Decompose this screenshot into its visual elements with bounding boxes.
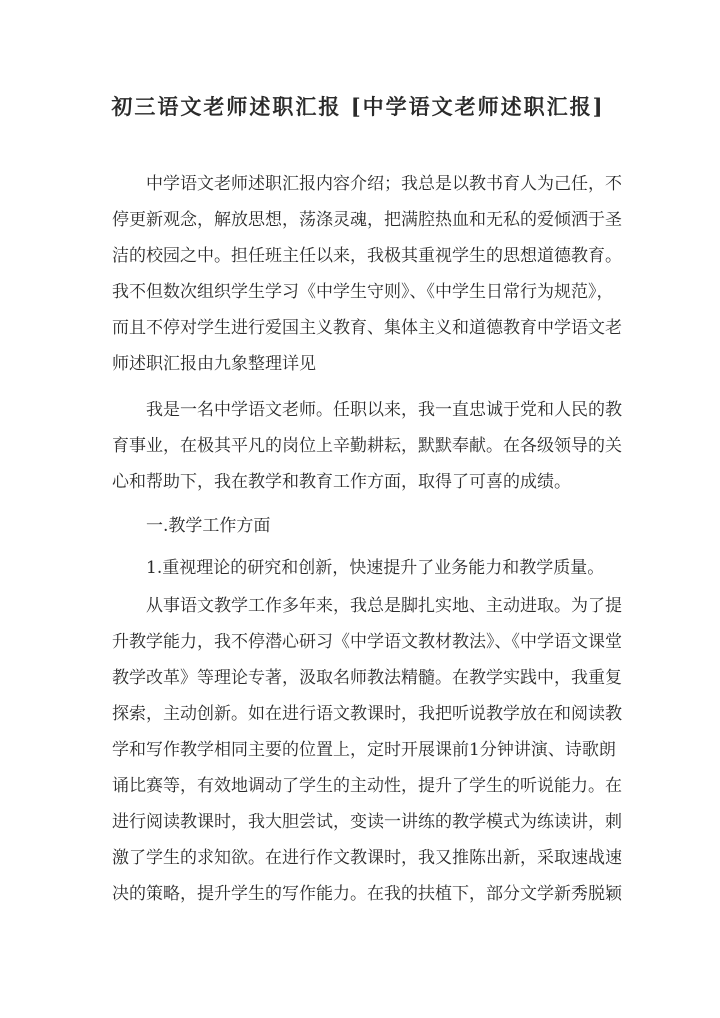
section-heading: 一.教学工作方面 [146,516,271,536]
paragraph-1-line-2: 停更新观念，解放思想，荡涤灵魂，把满腔热血和无私的爱倾洒于圣 [112,210,622,230]
paragraph-2-line-2: 育事业，在极其平凡的岗位上辛勤耕耘，默默奉献。在各级领导的关 [112,436,622,456]
paragraph-2-line-1: 我是一名中学语文老师。任职以来，我一直忠诚于党和人民的教 [146,400,622,420]
paragraph-1-line-6: 师述职汇报由九象整理详见 [112,354,316,374]
paragraph-3-line-5: 学和写作教学相同主要的位置上，定时开展课前1分钟讲演、诗歌朗 [112,740,616,760]
paragraph-3-line-4: 探索，主动创新。如在进行语文教课时，我把听说教学放在和阅读教 [112,704,622,724]
paragraph-3-line-6: 诵比赛等，有效地调动了学生的主动性，提升了学生的听说能力。在 [112,776,622,796]
paragraph-3-line-2: 升教学能力，我不停潜心研习《中学语文教材教法》、《中学语文课堂 [112,632,622,652]
document-title: 初三语文老师述职汇报 [中学语文老师述职汇报] [111,94,605,119]
paragraph-3-line-9: 决的策略，提升学生的写作能力。在我的扶植下，部分文学新秀脱颖 [112,884,622,904]
subsection-heading: 1.重视理论的研究和创新，快速提升了业务能力和教学质量。 [146,558,605,578]
paragraph-3-line-8: 激了学生的求知欲。在进行作文教课时，我又推陈出新，采取速战速 [112,848,622,868]
paragraph-1-line-1: 中学语文老师述职汇报内容介绍；我总是以教书育人为己任，不 [146,174,622,194]
paragraph-3-line-7: 进行阅读教课时，我大胆尝试，变读一讲练的教学模式为练读讲，刺 [112,812,622,832]
paragraph-1-line-5: 而且不停对学生进行爱国主义教育、集体主义和道德教育中学语文老 [112,318,622,338]
paragraph-1-line-3: 洁的校园之中。担任班主任以来，我极其重视学生的思想道德教育。 [112,246,622,266]
paragraph-2-line-3: 心和帮助下，我在教学和教育工作方面，取得了可喜的成绩。 [112,472,571,492]
paragraph-1-line-4: 我不但数次组织学生学习《中学生守则》、《中学生日常行为规范》， [112,282,614,302]
paragraph-3-line-1: 从事语文教学工作多年来，我总是脚扎实地、主动进取。为了提 [146,596,622,616]
paragraph-3-line-3: 教学改革》等理论专著，汲取名师教法精髓。在教学实践中，我重复 [112,668,622,688]
